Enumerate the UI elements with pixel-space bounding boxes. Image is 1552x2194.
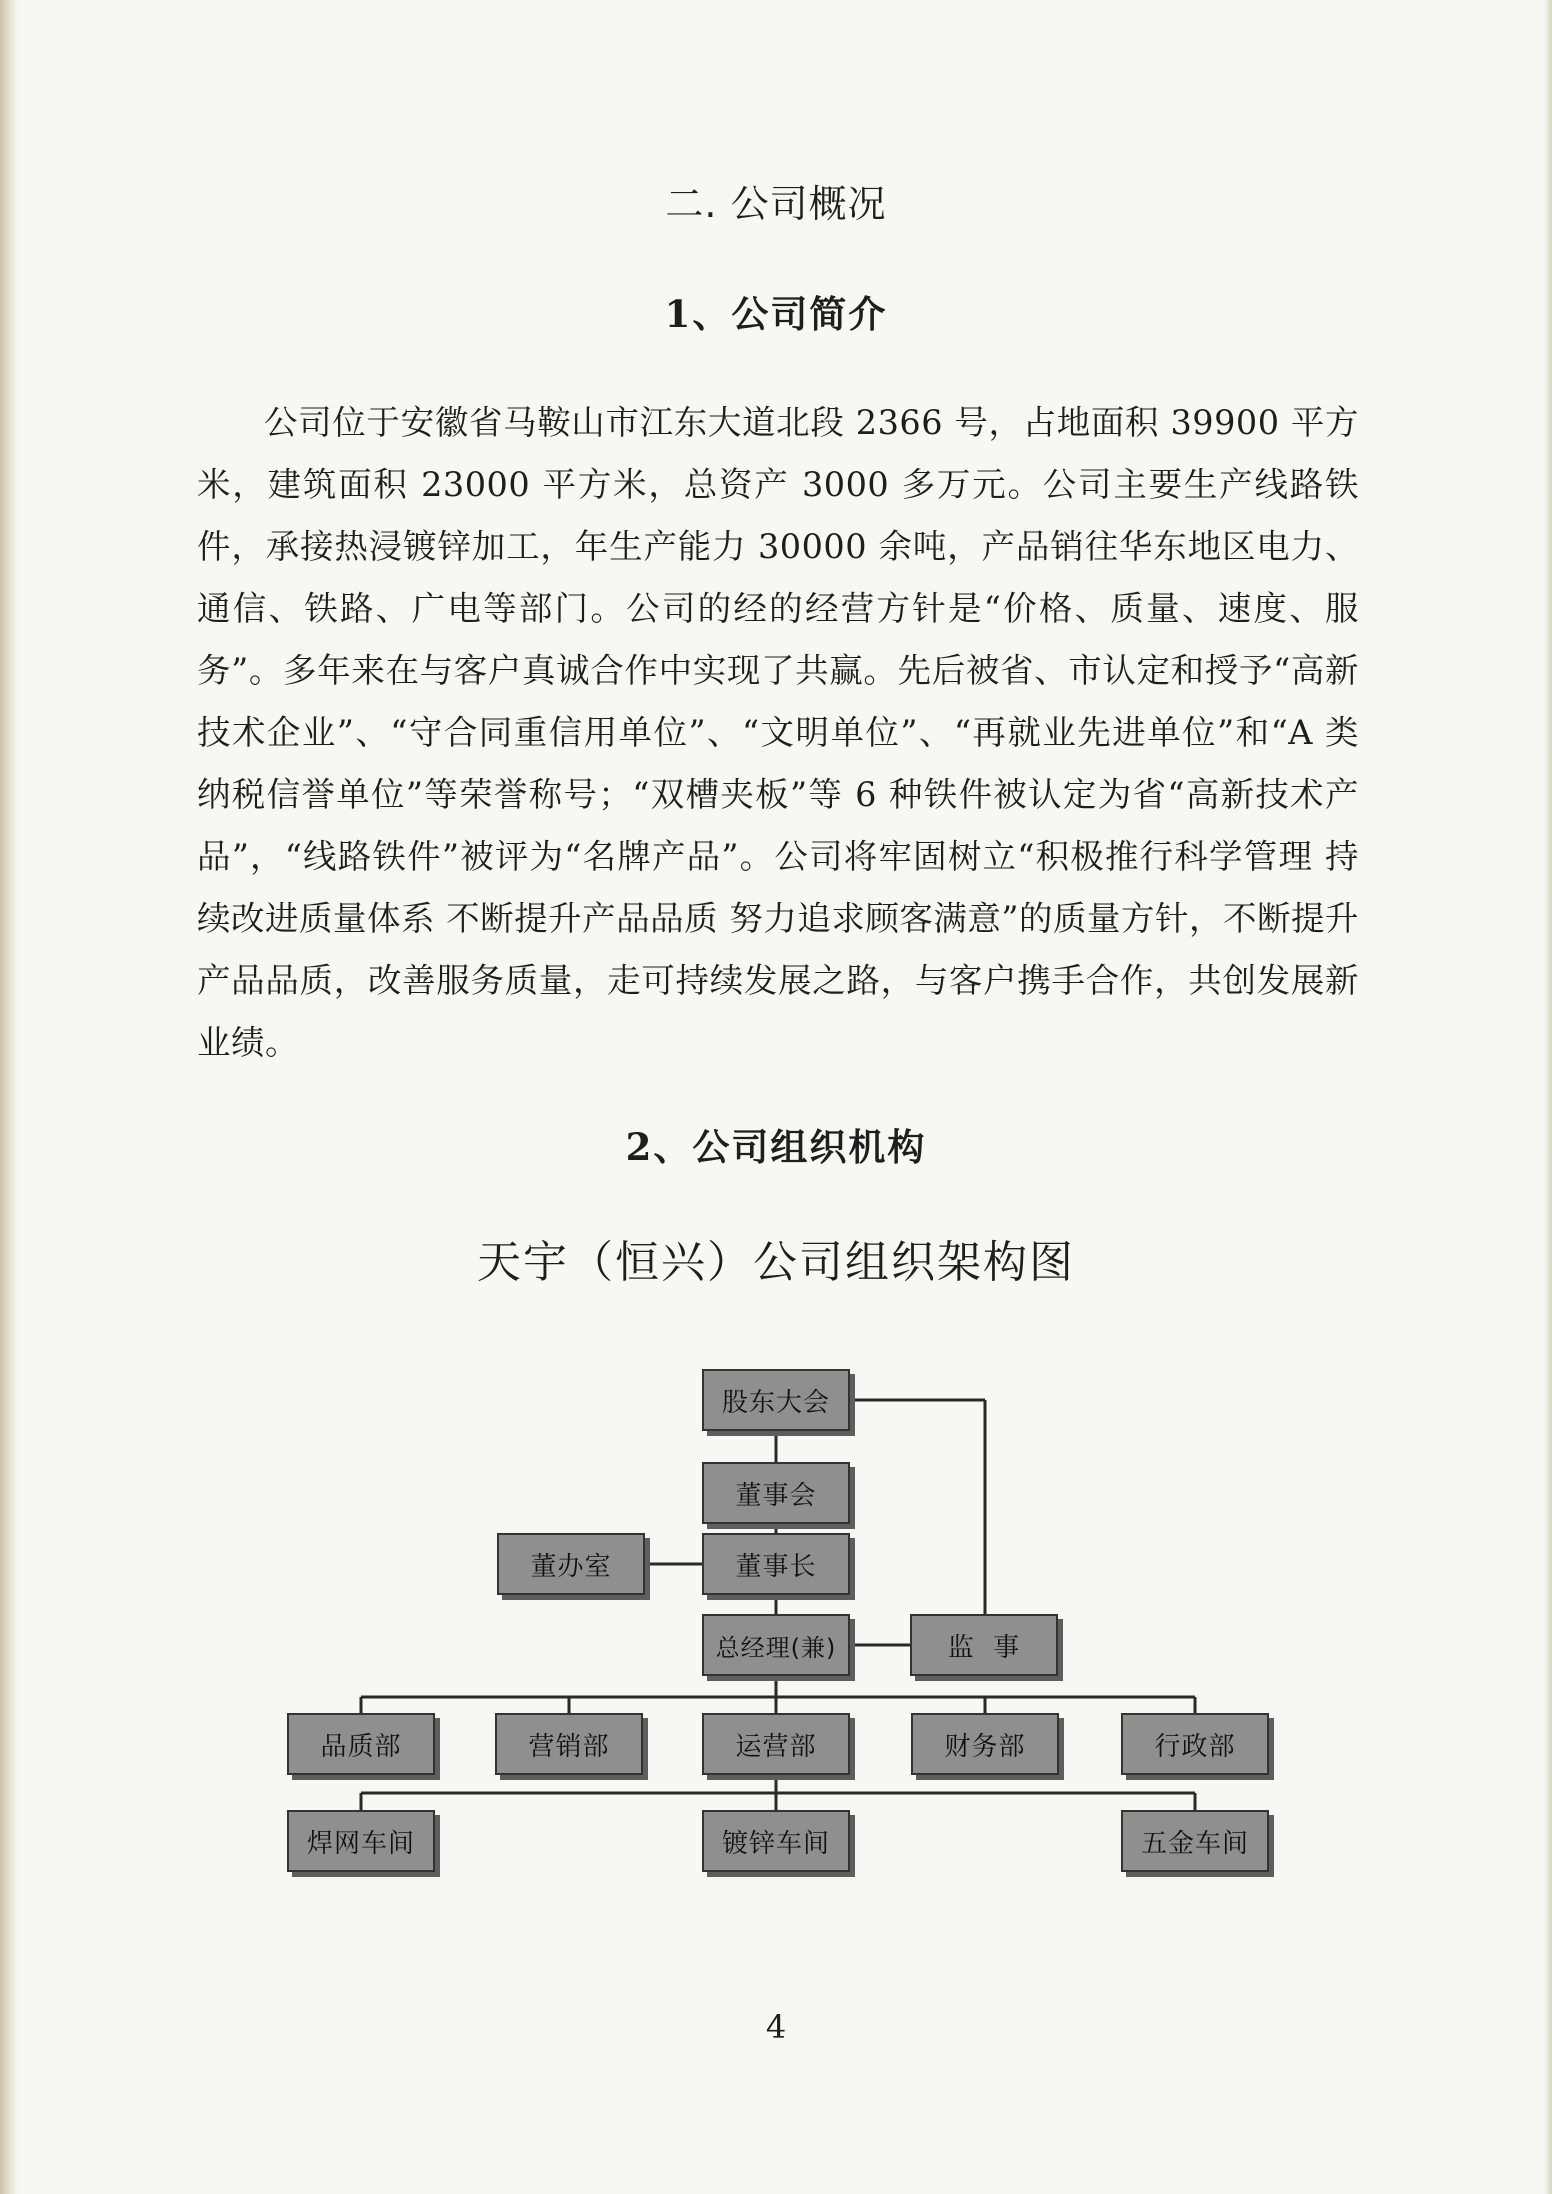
org-chart-title: 天宇（恒兴）公司组织架构图: [477, 1237, 1075, 1288]
org-node-board: 董事会: [702, 1462, 850, 1524]
intro-paragraph: 公司位于安徽省马鞍山市江东大道北段 2366 号，占地面积 39900 平方米，建筑面积 23000 平方米，总资产 3000 多万元。公司主要生产线路铁件，承接热浸镀锌加工，年生产能力 30000 余吨，产品销往华东地区电力、通信、铁路、广电等部门。公司的经的经营方针是“价格、质量、速度、服务”。多年来在与客户真诚合作中实现了共赢。先后被省、市认定和授予“高新技术企业”、“守合同重信用单位”、“文明单位”、“再就业先进单位”和“A 类纳税信誉单位”等荣誉称号；“双槽夹板”等 6 种铁件被认定为省“高新技术产品”，“线路铁件”被评为“名牌产品”。公司将牢固树立“积极推行科学管理 持续改进质量体系 不断提升产品品质 努力追求顾客满意”的质量方针，不断提升产品品质，改善服务质量，走可持续发展之路，与客户携手合作，共创发展新业绩。: [197, 403, 1359, 1062]
org-node-galvanizing-workshop: 镀锌车间: [702, 1810, 850, 1872]
org-node-quality-dept: 品质部: [287, 1713, 435, 1775]
org-node-operations-dept: 运营部: [702, 1713, 850, 1775]
intro-body: [197, 392, 1359, 1074]
subsection-title-intro: 1、公司简介: [664, 292, 888, 336]
subsection-title-org: 2、公司组织机构: [625, 1125, 927, 1169]
org-node-hardware-workshop: 五金车间: [1121, 1810, 1269, 1872]
org-node-supervisor: 监 事: [910, 1614, 1058, 1676]
org-node-finance-dept: 财务部: [911, 1713, 1059, 1775]
org-node-admin-dept: 行政部: [1121, 1713, 1269, 1775]
org-node-welding-workshop: 焊网车间: [287, 1810, 435, 1872]
org-node-chairman: 董事长: [702, 1533, 850, 1595]
org-node-marketing-dept: 营销部: [495, 1713, 643, 1775]
org-node-board-office: 董办室: [497, 1533, 645, 1595]
page-number: 4: [765, 2008, 787, 2046]
org-node-general-manager: 总经理(兼): [702, 1614, 850, 1676]
org-node-shareholders: 股东大会: [702, 1369, 850, 1431]
section-title: 二. 公司概况: [665, 182, 887, 226]
